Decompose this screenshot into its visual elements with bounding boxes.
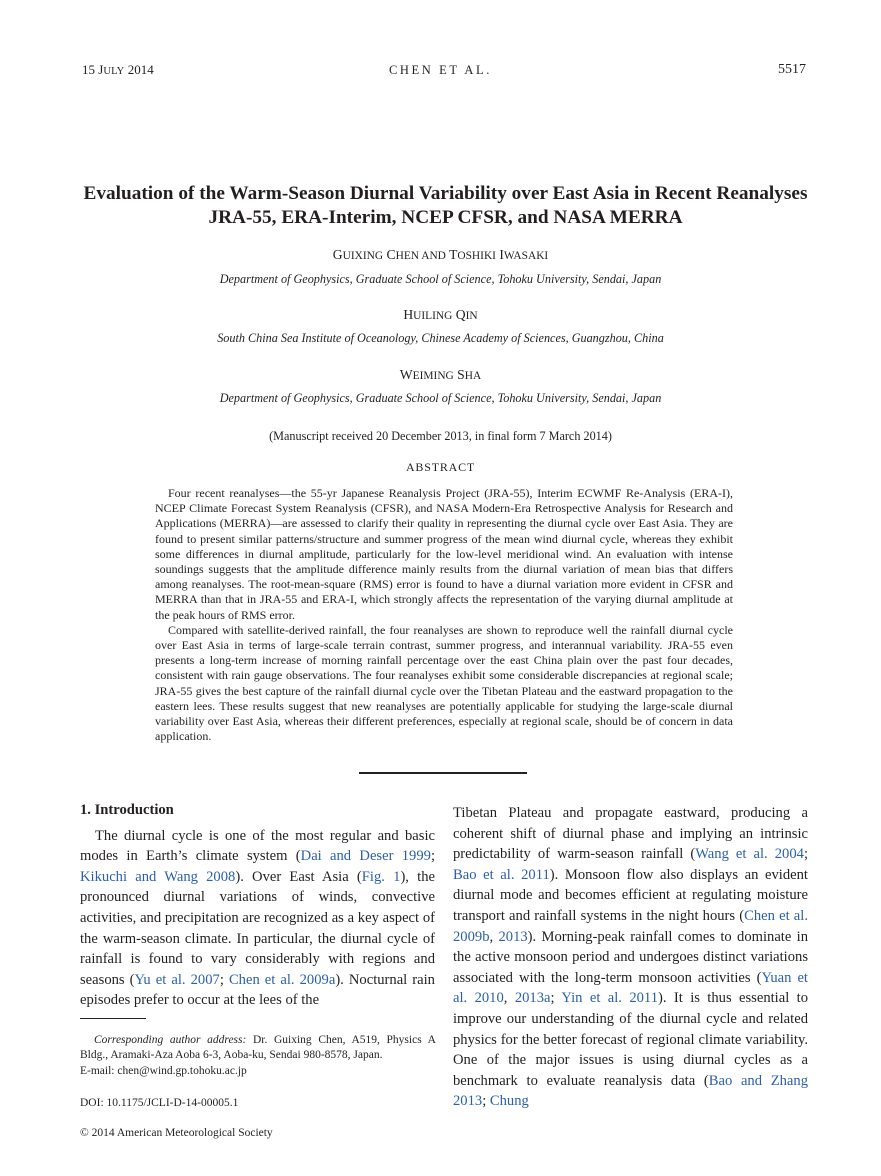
citation-link[interactable]: Yuan et al. 2010 [453, 969, 808, 1007]
citation-link[interactable]: Dai and Deser 1999 [300, 848, 431, 865]
paper-title [60, 182, 831, 230]
footnote-email: E-mail: chen@wind.gp.tohoku.ac.jp [80, 1064, 247, 1077]
citation-link[interactable]: Bao et al. 2011 [453, 866, 550, 883]
citation-link[interactable]: 2013 [498, 928, 528, 945]
copyright: © 2014 American Meteorological Society [80, 1127, 273, 1139]
running-header-authors: CHEN ET AL. [388, 63, 493, 77]
abstract-paragraph-1: Four recent reanalyses—the 55-yr Japanese Reanalysis Project (JRA-55), Interim ECWMF Re-Analysis (ERA-I), NCEP Climate Forecast System Reanalysis (CFSR), and NASA Modern-Era Retrospective Analysis for Research and Applications (MERRA)—are assessed to clarify their quality in representing the diurnal cycle over East Asia. They are found to present similar patterns/structure and summer progress of the mean wind diurnal cycle, whereas they exhibit some differences in diurnal amplitude, particularly for the low-level meridional wind. An evaluation with intense soundings suggests that the amplitude difference mainly results from the diurnal variation of mean bias that differs among reanalyses. The root-mean-square (RMS) error is found to have a diurnal variation more evident in CFSR and MERRA than that in JRA-55 and ERA-I, which strongly affects the representation of the varying diurnal amplitude at the peak hours of RMS error. [155, 486, 733, 622]
running-header-date: 15 JULY 2014 [82, 62, 154, 77]
citation-link[interactable]: Chung [489, 1093, 529, 1110]
footnote-address: Dr. Guixing Chen, A519, Physics A Bldg., Aramaki-Aza Aoba 6-3, Aoba-ku, Sendai 980-8578, Japan. [80, 1034, 436, 1062]
figure-link[interactable]: Fig. 1 [361, 868, 401, 885]
paper-title-line-2: JRA-55, ERA-Interim, NCEP CFSR, and NASA MERRA [208, 207, 683, 228]
citation-link[interactable]: Yin et al. 2011 [561, 990, 658, 1007]
citation-link[interactable]: Chen et al. 2009b [453, 907, 808, 945]
footnote-rule [80, 1018, 146, 1019]
affiliation-2: South China Sea Institute of Oceanology, Chinese Academy of Sciences, Guangzhou, China [217, 331, 664, 345]
doi: DOI: 10.1175/JCLI-D-14-00005.1 [80, 1097, 239, 1109]
citation-link[interactable]: Bao and Zhang 2013 [453, 1072, 808, 1110]
citation-link[interactable]: 2013a [514, 990, 551, 1007]
section-heading-introduction: 1. Introduction [80, 802, 174, 818]
author-line-3: WEIMING SHA [399, 367, 482, 382]
affiliation-1: Department of Geophysics, Graduate School of Science, Tohoku University, Sendai, Japan [219, 272, 662, 286]
left-column [80, 800, 435, 1011]
citation-link[interactable]: Kikuchi and Wang 2008 [80, 868, 236, 885]
abstract-heading: ABSTRACT [405, 460, 476, 474]
intro-paragraph-left: The diurnal cycle is one of the most regular and basic modes in Earth’s climate system (Dai and Deser 1999; Kikuchi and Wang 2008). Over East Asia (Fig. 1), the pronounced diurnal variations of winds, convective activities, and precipitation are recognized as a key aspect of the warm-season climate. In particular, the diurnal cycle of rainfall is found to vary considerably with regions and seasons (Yu et al. 2007; Chen et al. 2009a). Nocturnal rain episodes prefer to occur at the lees of the [80, 827, 435, 1009]
affiliation-3: Department of Geophysics, Graduate School of Science, Tohoku University, Sendai, Japan [219, 391, 662, 405]
abstract-paragraph-2: Compared with satellite-derived rainfall, the four reanalyses are shown to reproduce well the rainfall diurnal cycle over East Asia in terms of large-scale terrain contrast, summer progress, and interannual variability. JRA-55 even presents a long-term increase of morning rainfall percentage over the east China plain over the past four decades, consistent with rain gauge observations. The four reanalyses exhibit some considerable discrepancies at regional scale; JRA-55 gives the best capture of the rainfall diurnal cycle over the Tibetan Plateau and the eastward propagation to the eastern lees. These results suggest that new reanalyses are potentially applicable for studying the large-scale diurnal variability over East Asia, whereas their different preferences, especially at regional scale, should be of concern in data application. [155, 622, 733, 744]
manuscript-dates: (Manuscript received 20 December 2013, in final form 7 March 2014) [269, 429, 612, 443]
citation-link[interactable]: Wang et al. 2004 [695, 846, 804, 863]
footnote-label: Corresponding author address: [94, 1034, 247, 1046]
intro-paragraph-right: Tibetan Plateau and propagate eastward, producing a coherent shift of diurnal phase and implying an intrinsic predictability of warm-season rainfall (Wang et al. 2004; Bao et al. 2011). Monsoon flow also displays an evident diurnal mode and becomes efficient at regulating moisture transport and rainfall systems in the night hours (Chen et al. 2009b, 2013). Morning-peak rainfall comes to dominate in the active monsoon period and undergoes distinct variations associated with the long-term monsoon activities (Yuan et al. 2010, 2013a; Yin et al. 2011). It is thus essential to improve our understanding of the diurnal cycle and related physics for the better forecast of regional climate variability. One of the major issues is using diurnal cycles as a benchmark to evaluate reanalysis data (Bao and Zhang 2013; Chung [453, 805, 809, 1110]
abstract-body [155, 486, 733, 744]
citation-link[interactable]: Yu et al. 2007 [134, 971, 220, 988]
citation-link[interactable]: Chen et al. 2009a [228, 971, 336, 988]
page-number: 5517 [778, 62, 806, 77]
paper-title-line-1: Evaluation of the Warm-Season Diurnal Variability over East Asia in Recent Reanalyses [83, 183, 808, 204]
section-divider [359, 772, 527, 774]
right-column [453, 803, 808, 1112]
corresponding-author-footnote [80, 1033, 436, 1079]
author-line-2: HUILING QIN [403, 307, 478, 322]
author-line-1: GUIXING CHEN AND TOSHIKI IWASAKI [332, 247, 549, 262]
